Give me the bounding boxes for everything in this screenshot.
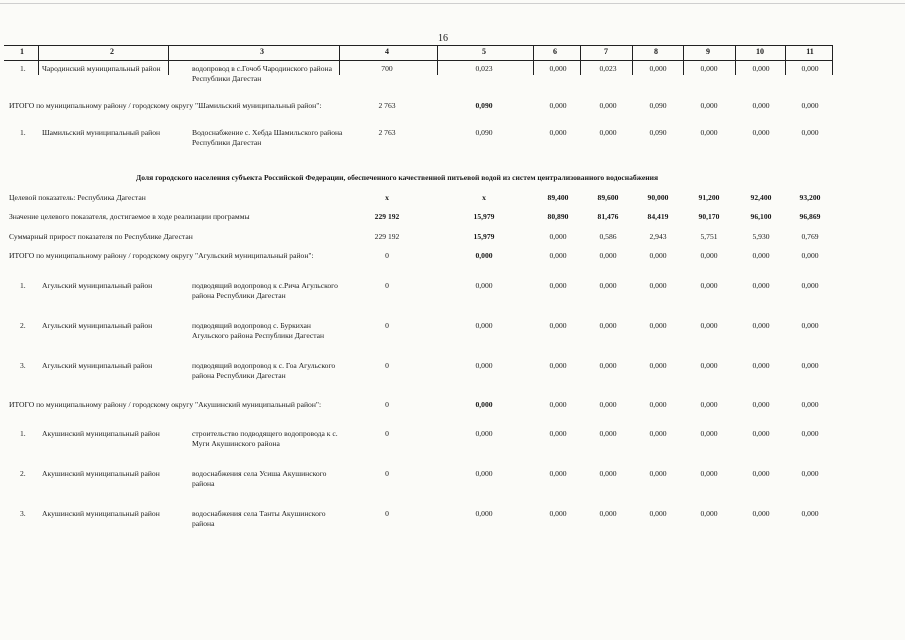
value-cell-c8: 0,000 [649, 321, 667, 330]
row-label: Целевой показатель: Республика Дагестан [9, 193, 146, 202]
value-cell-c5: 0,000 [475, 429, 493, 438]
value-cell-c5: 15,979 [473, 232, 495, 241]
value-cell-c11: 0,000 [801, 64, 819, 73]
column-header: 3 [260, 47, 264, 56]
object-description: водопровод в с.Гочоб Чародинского района Республики Дагестан [192, 64, 332, 83]
object-description: подводящий водопровод к с. Гоа Агульского района Республики Дагестан [192, 361, 336, 380]
value-cell-c4: 0 [385, 281, 389, 290]
value-cell-c7: 0,586 [599, 232, 617, 241]
column-header: 1 [20, 47, 24, 56]
value-cell-c10: 0,000 [752, 361, 770, 370]
value-cell-c5: 0,090 [475, 101, 493, 110]
value-cell-c6: 0,000 [549, 429, 567, 438]
municipality-name: Акушинский муниципальный район [42, 469, 160, 478]
value-cell-c7: 0,023 [599, 64, 617, 73]
value-cell-c10: 0,000 [752, 281, 770, 290]
value-cell-c5: 0,000 [475, 321, 493, 330]
value-cell-c9: 5,751 [700, 232, 718, 241]
value-cell-c5: 0,000 [475, 509, 493, 518]
row-number: 1. [20, 429, 26, 438]
row-number: 1. [20, 281, 26, 290]
value-cell-c7: 0,000 [599, 429, 617, 438]
value-cell-c11: 0,000 [801, 429, 819, 438]
value-cell-c9: 0,000 [700, 128, 718, 137]
value-cell-c11: 0,000 [801, 101, 819, 110]
value-cell-c6: 80,890 [547, 212, 569, 221]
value-cell-c6: 0,000 [549, 128, 567, 137]
value-cell-c8: 0,000 [649, 509, 667, 518]
value-cell-c8: 0,000 [649, 400, 667, 409]
municipality-name: Акушинский муниципальный район [42, 509, 160, 518]
value-cell-c10: 92,400 [750, 193, 772, 202]
column-header: 5 [482, 47, 486, 56]
value-cell-c8: 0,000 [649, 281, 667, 290]
value-cell-c5: x [482, 193, 486, 202]
row-number: 3. [20, 361, 26, 370]
value-cell-c7: 0,000 [599, 469, 617, 478]
value-cell-c9: 0,000 [700, 281, 718, 290]
column-header: 10 [756, 47, 764, 56]
row-number: 2. [20, 469, 26, 478]
value-cell-c8: 0,000 [649, 469, 667, 478]
page-number: 16 [438, 33, 448, 44]
value-cell-c8: 0,000 [649, 251, 667, 260]
value-cell-c5: 0,000 [475, 361, 493, 370]
value-cell-c9: 0,000 [700, 361, 718, 370]
value-cell-c4: 0 [385, 321, 389, 330]
municipality-name: Акушинский муниципальный район [42, 429, 160, 438]
row-label: ИТОГО по муниципальному району / городскому округу "Акушинский муниципальный район": [9, 400, 322, 409]
row-number: 1. [20, 128, 26, 137]
value-cell-c9: 0,000 [700, 509, 718, 518]
value-cell-c5: 15,979 [473, 212, 495, 221]
value-cell-c4: x [385, 193, 389, 202]
row-label: ИТОГО по муниципальному району / городскому округу "Агульский муниципальный район": [9, 251, 314, 260]
row-number: 3. [20, 509, 26, 518]
municipality-name: Чародинский муниципальный район [42, 64, 161, 73]
value-cell-c7: 0,000 [599, 509, 617, 518]
value-cell-c8: 0,000 [649, 64, 667, 73]
value-cell-c5: 0,090 [475, 128, 493, 137]
value-cell-c8: 90,000 [647, 193, 669, 202]
value-cell-c5: 0,023 [475, 64, 493, 73]
value-cell-c5: 0,000 [475, 469, 493, 478]
column-divider [437, 45, 438, 75]
row-label: Суммарный прирост показателя по Республике Дагестан [9, 232, 193, 241]
value-cell-c10: 96,100 [750, 212, 772, 221]
value-cell-c7: 0,000 [599, 321, 617, 330]
column-divider [632, 45, 633, 75]
value-cell-c9: 90,170 [698, 212, 720, 221]
column-header: 6 [553, 47, 557, 56]
row-label: Значение целевого показателя, достигаемое в ходе реализации программы [9, 212, 250, 221]
value-cell-c7: 0,000 [599, 251, 617, 260]
object-description: подводящий водопровод с. Буркихан Агульского района Республики Дагестан [192, 321, 325, 340]
value-cell-c7: 89,600 [597, 193, 619, 202]
value-cell-c8: 84,419 [647, 212, 669, 221]
column-divider [683, 45, 684, 75]
value-cell-c4: 0 [385, 400, 389, 409]
column-header: 11 [806, 47, 814, 56]
value-cell-c6: 0,000 [549, 232, 567, 241]
value-cell-c4: 0 [385, 469, 389, 478]
value-cell-c9: 0,000 [700, 469, 718, 478]
value-cell-c11: 96,869 [799, 212, 821, 221]
value-cell-c10: 0,000 [752, 128, 770, 137]
row-label: ИТОГО по муниципальному району / городскому округу "Шамильский муниципальный район": [9, 101, 322, 110]
value-cell-c10: 0,000 [752, 64, 770, 73]
section-title: Доля городского населения субъекта Российской Федерации, обеспеченного качественной питьевой водой из систем централизованного водоснабжения [136, 173, 659, 182]
value-cell-c8: 2,943 [649, 232, 667, 241]
municipality-name: Шамильский муниципальный район [42, 128, 161, 137]
value-cell-c10: 0,000 [752, 509, 770, 518]
value-cell-c10: 0,000 [752, 429, 770, 438]
value-cell-c7: 0,000 [599, 101, 617, 110]
value-cell-c6: 0,000 [549, 64, 567, 73]
value-cell-c9: 0,000 [700, 400, 718, 409]
value-cell-c6: 0,000 [549, 281, 567, 290]
value-cell-c7: 0,000 [599, 361, 617, 370]
column-header: 7 [604, 47, 608, 56]
column-header: 8 [654, 47, 658, 56]
value-cell-c6: 0,000 [549, 361, 567, 370]
column-header: 9 [706, 47, 710, 56]
column-header: 2 [110, 47, 114, 56]
value-cell-c9: 0,000 [700, 429, 718, 438]
object-description: водоснабжения села Танты Акушинского района [192, 509, 326, 528]
column-header: 4 [385, 47, 389, 56]
column-divider [735, 45, 736, 75]
value-cell-c6: 0,000 [549, 509, 567, 518]
value-cell-c4: 2 763 [378, 101, 396, 110]
value-cell-c6: 89,400 [547, 193, 569, 202]
value-cell-c10: 0,000 [752, 321, 770, 330]
value-cell-c10: 0,000 [752, 400, 770, 409]
value-cell-c6: 0,000 [549, 251, 567, 260]
value-cell-c4: 229 192 [374, 232, 400, 241]
value-cell-c10: 0,000 [752, 251, 770, 260]
value-cell-c4: 0 [385, 429, 389, 438]
value-cell-c9: 0,000 [700, 64, 718, 73]
value-cell-c9: 0,000 [700, 321, 718, 330]
value-cell-c10: 5,930 [752, 232, 770, 241]
value-cell-c6: 0,000 [549, 101, 567, 110]
value-cell-c10: 0,000 [752, 469, 770, 478]
value-cell-c9: 0,000 [700, 251, 718, 260]
value-cell-c9: 0,000 [700, 101, 718, 110]
value-cell-c11: 0,000 [801, 281, 819, 290]
value-cell-c11: 0,000 [801, 321, 819, 330]
value-cell-c7: 81,476 [597, 212, 619, 221]
value-cell-c8: 0,000 [649, 429, 667, 438]
value-cell-c10: 0,000 [752, 101, 770, 110]
column-divider [168, 45, 169, 75]
value-cell-c11: 0,000 [801, 251, 819, 260]
value-cell-c6: 0,000 [549, 321, 567, 330]
municipality-name: Агульский муниципальный район [42, 321, 153, 330]
value-cell-c7: 0,000 [599, 128, 617, 137]
column-divider [38, 45, 39, 75]
value-cell-c8: 0,000 [649, 361, 667, 370]
value-cell-c8: 0,090 [649, 128, 667, 137]
value-cell-c11: 93,200 [799, 193, 821, 202]
value-cell-c11: 0,000 [801, 509, 819, 518]
value-cell-c4: 229 192 [374, 212, 400, 221]
top-border-line [0, 3, 905, 4]
municipality-name: Агульский муниципальный район [42, 361, 153, 370]
value-cell-c4: 0 [385, 251, 389, 260]
value-cell-c11: 0,769 [801, 232, 819, 241]
value-cell-c6: 0,000 [549, 469, 567, 478]
value-cell-c7: 0,000 [599, 281, 617, 290]
value-cell-c4: 0 [385, 509, 389, 518]
value-cell-c5: 0,000 [475, 281, 493, 290]
value-cell-c6: 0,000 [549, 400, 567, 409]
value-cell-c4: 2 763 [378, 128, 396, 137]
value-cell-c9: 91,200 [698, 193, 720, 202]
value-cell-c8: 0,090 [649, 101, 667, 110]
value-cell-c11: 0,000 [801, 469, 819, 478]
value-cell-c11: 0,000 [801, 400, 819, 409]
value-cell-c11: 0,000 [801, 361, 819, 370]
value-cell-c4: 0 [385, 361, 389, 370]
object-description: водоснабжения села Усиша Акушинского района [192, 469, 327, 488]
value-cell-c7: 0,000 [599, 400, 617, 409]
value-cell-c5: 0,000 [475, 400, 493, 409]
row-number: 2. [20, 321, 26, 330]
row-number: 1. [20, 64, 26, 73]
value-cell-c11: 0,000 [801, 128, 819, 137]
value-cell-c4: 700 [381, 64, 393, 73]
value-cell-c5: 0,000 [475, 251, 493, 260]
municipality-name: Агульский муниципальный район [42, 281, 153, 290]
object-description: строительство подводящего водопровода к с. Муги Акушинского района [192, 429, 338, 448]
object-description: Водоснабжение с. Хебда Шамильского района Республики Дагестан [192, 128, 343, 147]
object-description: подводящий водопровод к с.Рича Агульского района Республики Дагестан [192, 281, 338, 300]
